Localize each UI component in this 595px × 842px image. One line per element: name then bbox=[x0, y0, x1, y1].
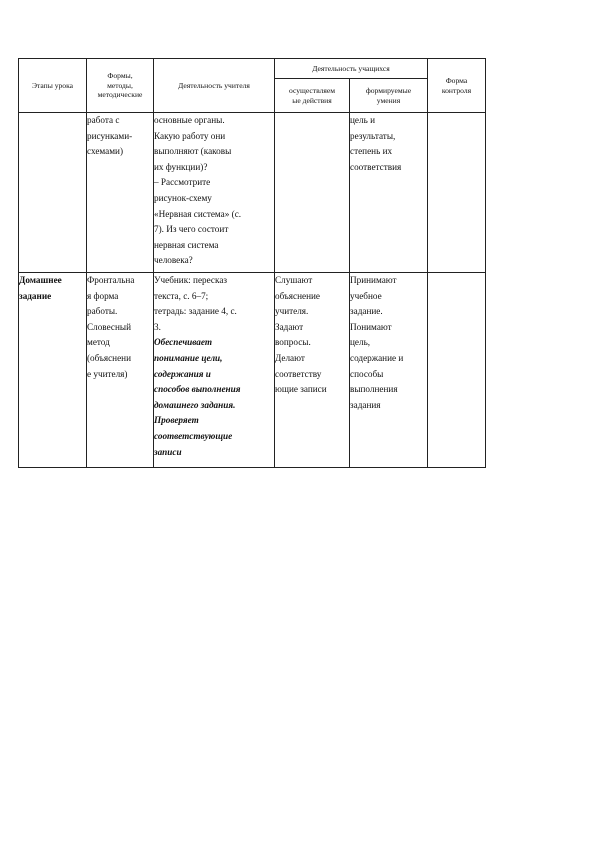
text-line: Формы, bbox=[107, 71, 133, 81]
text-line: ющие записи bbox=[275, 384, 327, 395]
row1-teacher bbox=[154, 113, 275, 273]
table-row bbox=[19, 113, 486, 273]
text-line: задание. bbox=[350, 306, 383, 317]
text-line: Форма bbox=[445, 76, 468, 85]
text-line: текста, с. 6–7; bbox=[154, 290, 209, 301]
text-line: степень их bbox=[350, 146, 393, 157]
text-line: Какую работу они bbox=[154, 130, 226, 141]
text-line: способов выполнения bbox=[154, 384, 241, 395]
text-line: Учебник: пересказ bbox=[154, 275, 228, 285]
text-line: нервная система bbox=[154, 239, 219, 250]
text-line: схемами) bbox=[87, 146, 124, 157]
text-line: содержание и bbox=[350, 352, 404, 363]
text-line: е учителя) bbox=[87, 368, 128, 379]
text-line: Обеспечивает bbox=[154, 337, 212, 348]
text-line: содержания и bbox=[154, 368, 211, 379]
lesson-plan-table bbox=[18, 58, 486, 468]
text-line: вопросы. bbox=[275, 337, 311, 348]
header-stage: Этапы урока bbox=[19, 59, 87, 113]
text-line: методические bbox=[97, 90, 143, 100]
text-line: «Нервная система» (с. bbox=[154, 208, 242, 219]
text-line: учебное bbox=[350, 290, 382, 301]
text-line: соответству bbox=[275, 368, 322, 379]
text-line: домашнего задания. bbox=[154, 399, 236, 410]
text-line: формируемые bbox=[365, 86, 412, 95]
text-line: задание bbox=[19, 290, 52, 301]
text-line: Домашнее bbox=[19, 275, 62, 285]
text-line: цель и bbox=[350, 115, 375, 125]
text-line: результаты, bbox=[350, 130, 396, 141]
text-line: выполняют (каковы bbox=[154, 146, 232, 157]
header-actions bbox=[275, 79, 350, 113]
text-line: работы. bbox=[87, 306, 118, 317]
header-students: Деятельность учащихся bbox=[275, 59, 428, 79]
text-line: методы, bbox=[107, 80, 133, 90]
text-line: записи bbox=[154, 446, 182, 457]
text-line: Слушают bbox=[275, 275, 313, 285]
text-line: Проверяет bbox=[154, 415, 199, 426]
text-line: основные органы. bbox=[154, 115, 225, 125]
text-line: Задают bbox=[275, 321, 304, 332]
text-line: тетрадь: задание 4, с. bbox=[154, 306, 237, 317]
row2-teacher bbox=[154, 273, 275, 468]
text-line: – Рассмотрите bbox=[154, 177, 211, 188]
text-line: рисунками- bbox=[87, 130, 133, 141]
text-line: понимание цели, bbox=[154, 352, 223, 363]
text-line: ые действия bbox=[292, 95, 332, 105]
row2-control bbox=[428, 273, 486, 468]
text-line: умения bbox=[376, 95, 401, 105]
row1-stage bbox=[19, 113, 87, 273]
text-line: способы bbox=[350, 368, 384, 379]
row2-skills bbox=[350, 273, 428, 468]
text-line: 3. bbox=[154, 321, 161, 332]
row2-teacher-plain bbox=[154, 273, 274, 335]
row2-forms bbox=[87, 273, 154, 468]
text-line: объяснение bbox=[275, 290, 320, 301]
text-line: задания bbox=[350, 399, 381, 410]
text-line: 7). Из чего состоит bbox=[154, 224, 229, 235]
text-line: работа с bbox=[87, 115, 120, 125]
text-line: Принимают bbox=[350, 275, 397, 285]
text-line: (объяснени bbox=[87, 352, 131, 363]
text-line: Словесный bbox=[87, 321, 131, 332]
text-line: их функции)? bbox=[154, 161, 208, 172]
text-line: человека? bbox=[154, 255, 193, 266]
header-forms bbox=[87, 59, 154, 113]
text-line: контроля bbox=[441, 85, 472, 95]
text-line: рисунок-схему bbox=[154, 192, 212, 203]
row2-stage bbox=[19, 273, 87, 468]
row2-actions bbox=[275, 273, 350, 468]
row1-control bbox=[428, 113, 486, 273]
row1-actions bbox=[275, 113, 350, 273]
row1-forms bbox=[87, 113, 154, 273]
text-line: осуществляем bbox=[288, 86, 336, 95]
text-line: Делают bbox=[275, 352, 305, 363]
text-line: учителя. bbox=[275, 306, 309, 317]
row2-teacher-emphasis bbox=[154, 335, 274, 460]
text-line: цель, bbox=[350, 337, 371, 348]
text-line: Фронтальна bbox=[87, 275, 135, 285]
header-control bbox=[428, 59, 486, 113]
text-line: выполнения bbox=[350, 384, 398, 395]
text-line: Понимают bbox=[350, 321, 392, 332]
text-line: соответствующие bbox=[154, 430, 233, 441]
row1-skills bbox=[350, 113, 428, 273]
text-line: соответствия bbox=[350, 161, 402, 172]
header-skills bbox=[350, 79, 428, 113]
text-line: метод bbox=[87, 337, 110, 348]
text-line: я форма bbox=[87, 290, 119, 301]
header-teacher: Деятельность учителя bbox=[154, 59, 275, 113]
table-row bbox=[19, 273, 486, 468]
